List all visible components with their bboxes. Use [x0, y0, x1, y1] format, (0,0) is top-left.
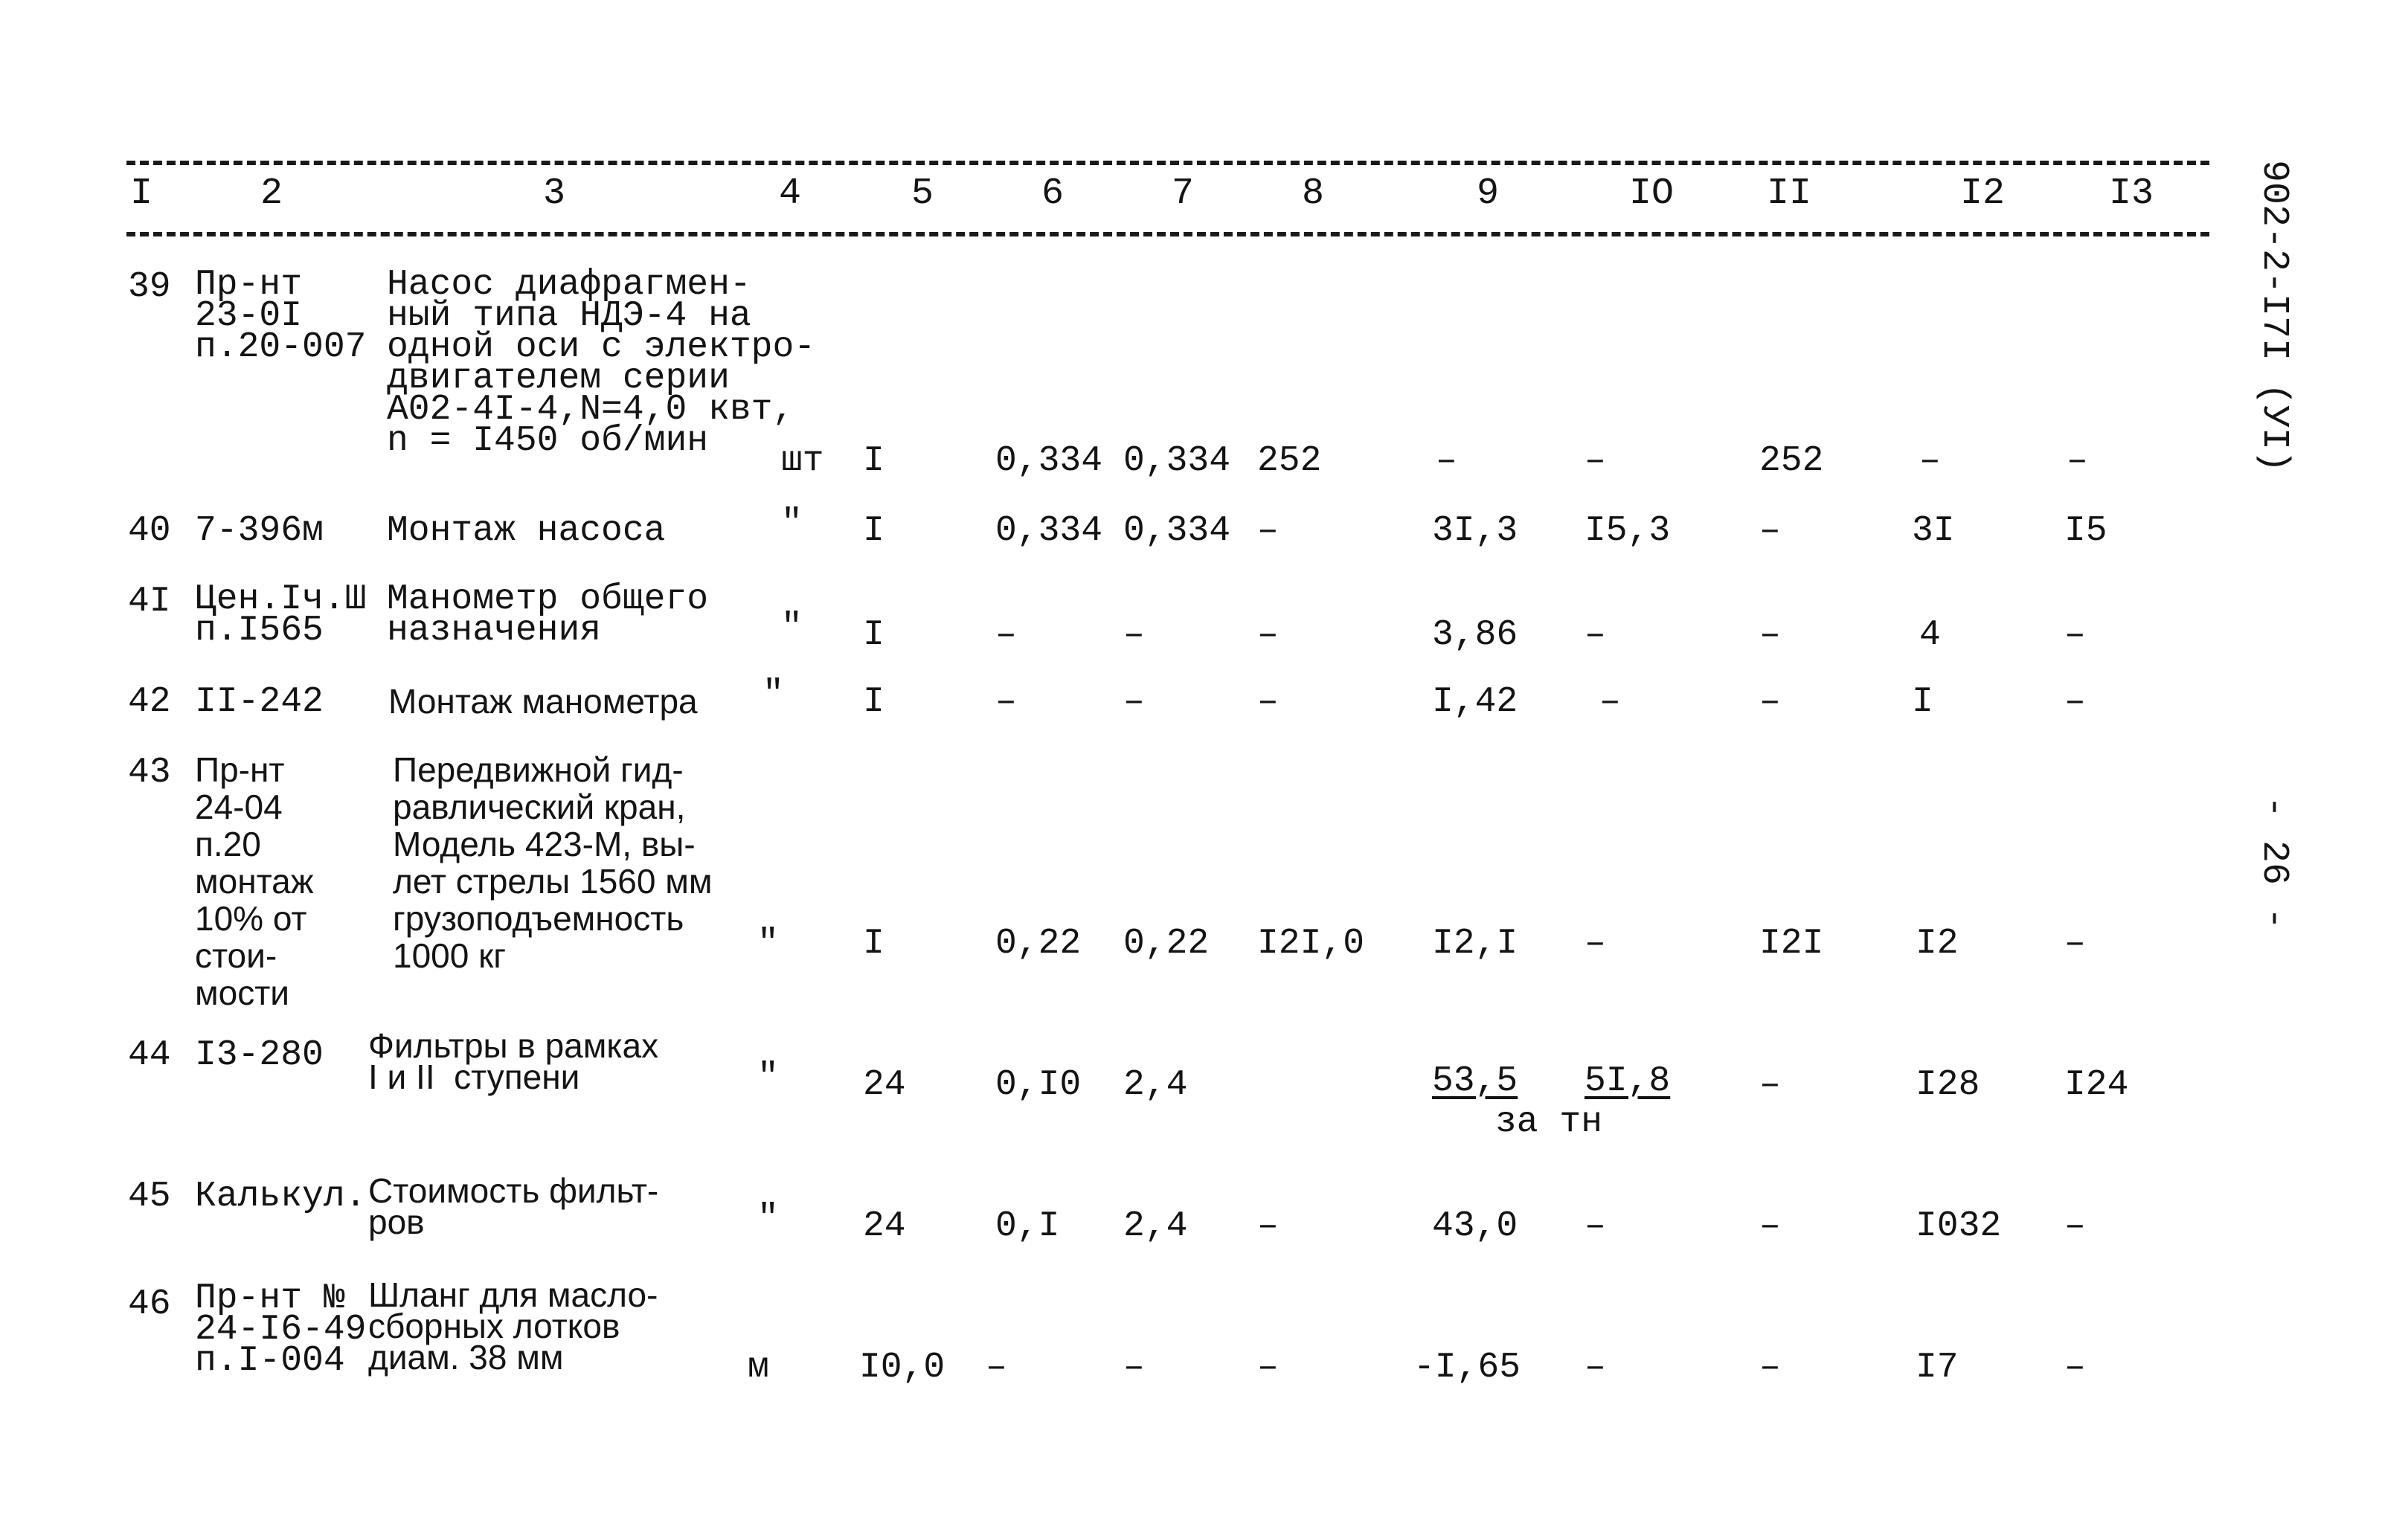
- row-unit: ": [757, 1058, 779, 1098]
- row-unit: шт: [781, 441, 824, 481]
- row-col9: 53,5: [1432, 1061, 1518, 1101]
- row-col8: –: [1257, 511, 1279, 551]
- row-col11: –: [1759, 1206, 1781, 1246]
- col-header-6: 6: [1041, 173, 1065, 215]
- row-col13: –: [2067, 441, 2088, 481]
- row-col6: 0,22: [995, 924, 1082, 964]
- col-header-12: I2: [1959, 173, 2006, 215]
- row-col5: I: [863, 924, 884, 964]
- row-col13: I24: [2064, 1065, 2129, 1105]
- row-col7: 0,334: [1123, 511, 1231, 551]
- row-col10: I5,3: [1585, 511, 1671, 551]
- row-number: 44: [128, 1035, 171, 1075]
- row-number: 4I: [128, 582, 171, 622]
- row-col12: I032: [1916, 1206, 2002, 1246]
- row-description: Насос диафрагмен- ный типа НДЭ-4 на одной оси с электро- двигателем серии А02-4I-4,N=4,0 квт, n = I450 об/мин: [387, 265, 816, 461]
- row-description: Монтаж насоса: [387, 511, 666, 551]
- row-unit: ": [762, 675, 784, 715]
- col-header-10: IO: [1628, 173, 1675, 215]
- row-col10: 5I,8: [1585, 1061, 1671, 1101]
- row-col11: –: [1759, 615, 1781, 655]
- row-col7: –: [1123, 615, 1145, 655]
- row-col8: I2I,0: [1257, 924, 1365, 964]
- row-col6: 0,334: [995, 441, 1103, 481]
- row-unit: ": [781, 608, 803, 648]
- row-col12: –: [1919, 441, 1941, 481]
- row-unit: м: [748, 1348, 769, 1388]
- row-col12: I28: [1916, 1065, 1980, 1105]
- row-col6: 0,334: [995, 511, 1103, 551]
- row-col10: –: [1585, 1206, 1606, 1246]
- row-col9: –: [1436, 441, 1457, 481]
- row-col6: –: [986, 1348, 1007, 1388]
- col-header-13: I3: [2108, 173, 2154, 215]
- header-top-rule: [126, 161, 2209, 165]
- row-ref: II-242: [195, 682, 324, 722]
- row-col9: 3I,3: [1432, 511, 1518, 551]
- row-col11: –: [1759, 1065, 1781, 1105]
- row-col8: 252: [1257, 441, 1322, 481]
- col-header-1: I: [129, 173, 153, 215]
- row-ref: Калькул.: [195, 1176, 367, 1217]
- row-col13: –: [2064, 615, 2086, 655]
- row-ref: Пр-нт № 24-I6-49 п.I-004: [195, 1278, 367, 1381]
- row-col11: –: [1759, 682, 1781, 722]
- row-ref: Цен.Iч.Ш п.I565: [195, 579, 367, 651]
- row-ref: Пр-нт 23-0I п.20-007: [195, 265, 367, 367]
- row-number: 39: [128, 267, 171, 307]
- row-col8: –: [1257, 615, 1279, 655]
- row-col6: –: [995, 615, 1017, 655]
- row-ref: Пр-нт 24-04 п.20 монтаж 10% от стои- мости: [195, 750, 314, 1012]
- row-col12: I7: [1916, 1348, 1959, 1388]
- row-col12: I2: [1916, 924, 1959, 964]
- row-description: Манометр общего назначения: [387, 579, 709, 651]
- row-unit: ": [781, 503, 803, 544]
- row-col10: –: [1599, 682, 1621, 722]
- row-col7: –: [1123, 1348, 1145, 1388]
- col-header-11: II: [1766, 173, 1812, 215]
- row-col10: –: [1585, 924, 1606, 964]
- row-ref: I3-280: [195, 1035, 324, 1075]
- col-header-7: 7: [1171, 173, 1195, 215]
- row-col9: 43,0: [1432, 1206, 1518, 1246]
- row-col5: 24: [863, 1206, 906, 1246]
- row-col9: 3,86: [1432, 615, 1518, 655]
- row-col11: 252: [1759, 441, 1824, 481]
- row-unit: ": [757, 924, 779, 964]
- row-col8: –: [1257, 1206, 1279, 1246]
- row-number: 46: [128, 1284, 171, 1324]
- row-col10: –: [1585, 1348, 1606, 1388]
- document-code: 902-2-I7I (УI): [2253, 160, 2295, 473]
- row-col5: I: [863, 682, 884, 722]
- row-col6: 0,I0: [995, 1065, 1082, 1105]
- row-col12: I: [1912, 682, 1933, 722]
- col-header-3: 3: [542, 173, 566, 215]
- unit-note: за тн: [1495, 1102, 1603, 1142]
- row-col5: I: [863, 441, 884, 481]
- row-number: 45: [128, 1176, 171, 1217]
- row-number: 42: [128, 682, 171, 722]
- row-unit: ": [757, 1199, 779, 1239]
- row-col6: –: [995, 682, 1017, 722]
- col-header-2: 2: [260, 173, 283, 215]
- row-col12: 4: [1919, 615, 1941, 655]
- header-bottom-rule: [126, 232, 2209, 236]
- row-col7: 2,4: [1123, 1206, 1188, 1246]
- row-col7: –: [1123, 682, 1145, 722]
- col-header-8: 8: [1301, 173, 1325, 215]
- row-number: 43: [128, 753, 171, 793]
- row-col11: –: [1759, 1348, 1781, 1388]
- row-col8: –: [1257, 1348, 1279, 1388]
- row-col9: -I,65: [1413, 1348, 1521, 1388]
- row-col13: –: [2064, 1348, 2086, 1388]
- row-col7: 0,334: [1123, 441, 1231, 481]
- row-col9: I2,I: [1432, 924, 1518, 964]
- row-col5: I: [863, 615, 884, 655]
- row-col11: –: [1759, 511, 1781, 551]
- row-col13: I5: [2064, 511, 2107, 551]
- row-col13: –: [2064, 682, 2086, 722]
- row-col6: 0,I: [995, 1206, 1060, 1246]
- row-col7: 0,22: [1123, 924, 1210, 964]
- row-description: Фильтры в рамках I и II ступени: [368, 1026, 659, 1096]
- row-description: Шланг для масло- сборных лотков диам. 38 мм: [368, 1275, 658, 1377]
- row-col5: I: [863, 511, 884, 551]
- row-col7: 2,4: [1123, 1065, 1188, 1105]
- col-header-5: 5: [911, 173, 934, 215]
- row-description: Стоимость фильт- ров: [368, 1171, 659, 1241]
- row-col13: –: [2064, 924, 2086, 964]
- row-col10: –: [1585, 441, 1606, 481]
- row-col9: I,42: [1432, 682, 1518, 722]
- col-header-4: 4: [778, 173, 802, 215]
- col-header-9: 9: [1476, 173, 1500, 215]
- row-description: Передвижной гид- равлический кран, Модель 423-М, вы- лет стрелы 1560 мм грузоподъемность 1000 кг: [393, 750, 713, 975]
- row-col5: 24: [863, 1065, 906, 1105]
- row-col13: –: [2064, 1206, 2086, 1246]
- row-col5: I0,0: [859, 1348, 945, 1388]
- row-col10: –: [1585, 615, 1606, 655]
- row-ref: 7-396м: [195, 511, 324, 551]
- row-col11: I2I: [1759, 924, 1824, 964]
- page-number: - 26 -: [2253, 796, 2295, 930]
- row-col8: –: [1257, 682, 1279, 722]
- row-number: 40: [128, 511, 171, 551]
- row-description: Монтаж манометра: [388, 682, 698, 721]
- row-col12: 3I: [1912, 511, 1955, 551]
